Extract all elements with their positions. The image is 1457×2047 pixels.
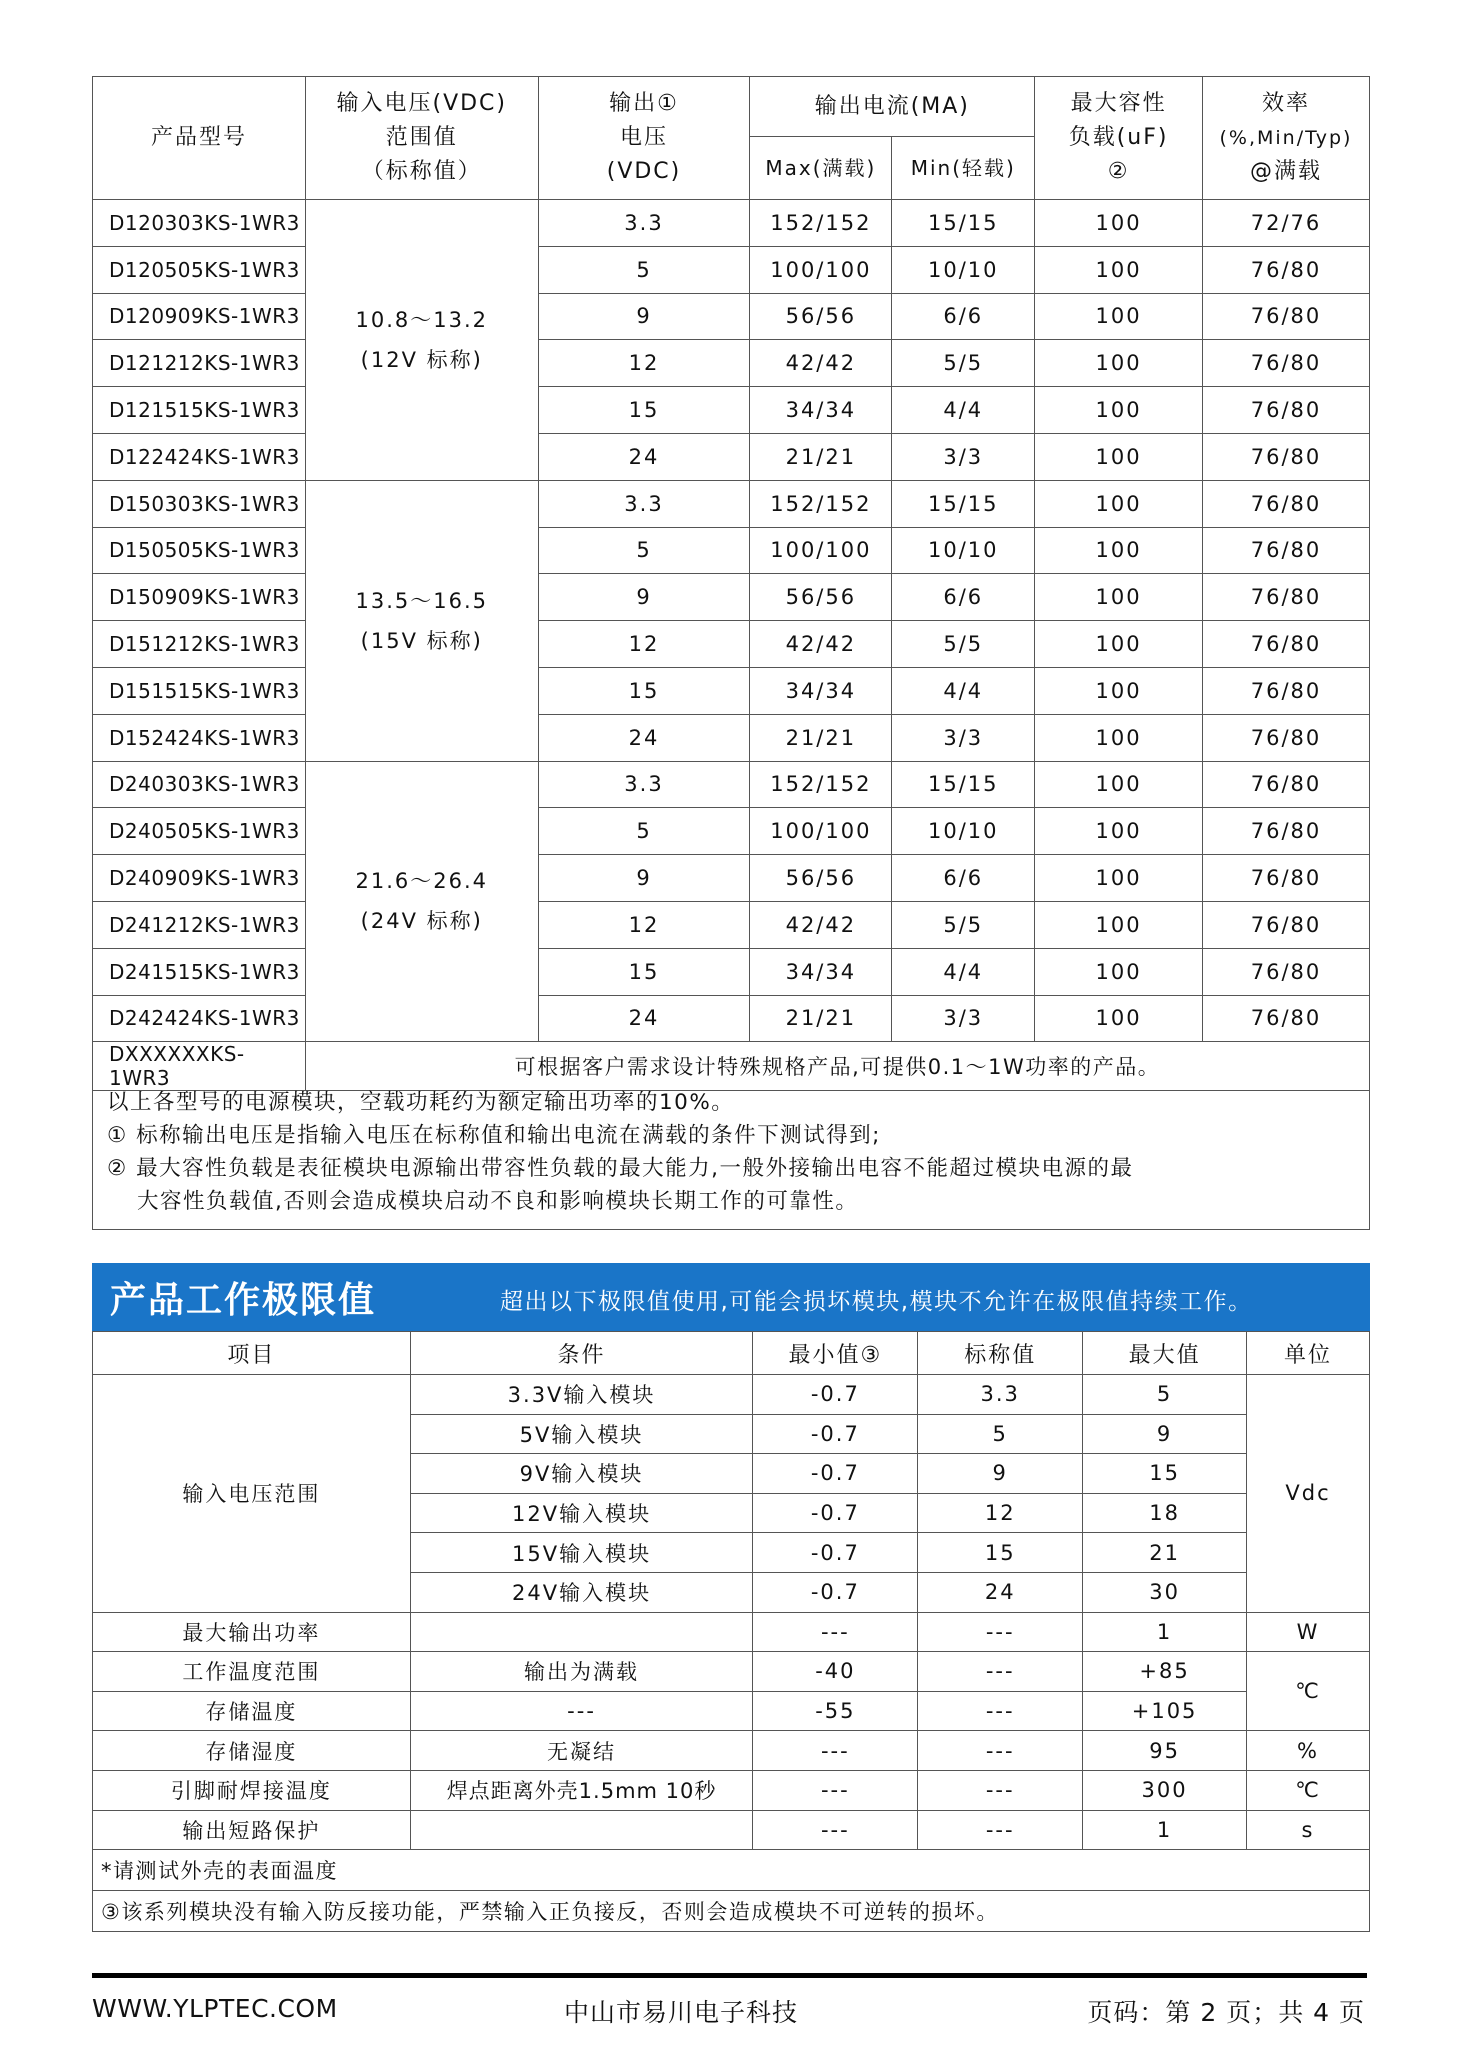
- output-voltage-cell: 5: [538, 246, 750, 293]
- current-min-cell: 15/15: [892, 480, 1035, 527]
- limits-condition: 9V输入模块: [410, 1454, 753, 1494]
- limits-nominal: 12: [918, 1493, 1083, 1533]
- custom-note: 可根据客户需求设计特殊规格产品,可提供0.1～1W功率的产品。: [305, 1042, 1369, 1091]
- current-min-cell: 3/3: [892, 995, 1035, 1042]
- solder-condition: 焊点距离外壳1.5mm 10秒: [410, 1770, 753, 1810]
- storage-temp-nominal: ---: [918, 1691, 1083, 1731]
- current-max-cell: 56/56: [750, 574, 892, 621]
- limits-title: 产品工作极限值: [110, 1280, 377, 1321]
- spec-row: [93, 387, 1370, 434]
- efficiency-cell: 76/80: [1202, 901, 1369, 948]
- header-max-cap-line1: 最大容性: [1070, 91, 1167, 116]
- storage-temp-row: [93, 1691, 1370, 1731]
- notes-block: [92, 1078, 1370, 1230]
- note-standby: 以上各型号的电源模块，空载功耗约为额定输出功率的10%。: [107, 1090, 735, 1115]
- limits-row: [93, 1375, 1370, 1415]
- power-max: 1: [1083, 1612, 1247, 1652]
- model-cell: D120303KS-1WR3: [93, 200, 306, 247]
- model-cell: D150505KS-1WR3: [93, 527, 306, 574]
- input-range-nominal: (12V 标称): [360, 347, 483, 372]
- spec-row: [93, 621, 1370, 668]
- solder-nominal: ---: [918, 1770, 1083, 1810]
- header-model: 产品型号: [93, 77, 306, 200]
- spec-row: [93, 293, 1370, 340]
- header-input-voltage-line2: 范围值: [385, 125, 458, 150]
- model-cell: D121515KS-1WR3: [93, 387, 306, 434]
- efficiency-cell: 76/80: [1202, 855, 1369, 902]
- footer-page-number: 页码：第 2 页；共 4 页: [1087, 1998, 1365, 2027]
- current-min-cell: 3/3: [892, 714, 1035, 761]
- header-input-voltage: [305, 77, 538, 200]
- limits-header-max: 最大值: [1083, 1332, 1247, 1375]
- input-range-item: 输入电压范围: [93, 1375, 411, 1613]
- op-temp-nominal: ---: [918, 1652, 1083, 1692]
- output-voltage-cell: 15: [538, 948, 750, 995]
- output-voltage-cell: 9: [538, 574, 750, 621]
- spec-row: [93, 480, 1370, 527]
- humidity-condition: 无凝结: [410, 1731, 753, 1771]
- model-cell: D150303KS-1WR3: [93, 480, 306, 527]
- limits-nominal: 9: [918, 1454, 1083, 1494]
- limits-max: 15: [1083, 1454, 1247, 1494]
- custom-model: DXXXXXXKS-1WR3: [93, 1042, 306, 1091]
- limits-description: 超出以下极限值使用,可能会损坏模块,模块不允许在极限值持续工作。: [500, 1289, 1253, 1315]
- spec-row: [93, 246, 1370, 293]
- model-cell: D122424KS-1WR3: [93, 433, 306, 480]
- model-cell: D121212KS-1WR3: [93, 340, 306, 387]
- current-min-cell: 3/3: [892, 433, 1035, 480]
- efficiency-cell: 76/80: [1202, 574, 1369, 621]
- header-current-max: Max(满载): [750, 137, 892, 200]
- max-cap-cell: 100: [1035, 433, 1203, 480]
- output-voltage-cell: 3.3: [538, 761, 750, 808]
- max-cap-cell: 100: [1035, 621, 1203, 668]
- max-cap-cell: 100: [1035, 808, 1203, 855]
- efficiency-cell: 76/80: [1202, 480, 1369, 527]
- model-cell: D120505KS-1WR3: [93, 246, 306, 293]
- power-nominal: ---: [918, 1612, 1083, 1652]
- short-nominal: ---: [918, 1810, 1083, 1850]
- limits-min: -0.7: [753, 1375, 918, 1415]
- max-cap-cell: 100: [1035, 200, 1203, 247]
- current-max-cell: 100/100: [750, 527, 892, 574]
- humidity-unit: %: [1247, 1731, 1370, 1771]
- efficiency-cell: 76/80: [1202, 387, 1369, 434]
- efficiency-cell: 76/80: [1202, 433, 1369, 480]
- spec-row: [93, 667, 1370, 714]
- efficiency-cell: 76/80: [1202, 621, 1369, 668]
- output-voltage-cell: 15: [538, 387, 750, 434]
- limits-header-min: 最小值③: [753, 1332, 918, 1375]
- output-voltage-cell: 12: [538, 901, 750, 948]
- storage-temp-min: -55: [753, 1691, 918, 1731]
- model-cell: D240303KS-1WR3: [93, 761, 306, 808]
- solder-row: [93, 1770, 1370, 1810]
- limits-header-nominal: 标称值: [918, 1332, 1083, 1375]
- limits-min: -0.7: [753, 1572, 918, 1612]
- op-temp-condition: 输出为满载: [410, 1652, 753, 1692]
- spec-row: [93, 995, 1370, 1042]
- current-min-cell: 6/6: [892, 293, 1035, 340]
- current-min-cell: 10/10: [892, 527, 1035, 574]
- output-voltage-cell: 9: [538, 855, 750, 902]
- max-cap-cell: 100: [1035, 761, 1203, 808]
- header-output-voltage-line1: 输出①: [609, 91, 679, 116]
- limits-table: [92, 1331, 1370, 1932]
- limits-max: 21: [1083, 1533, 1247, 1573]
- header-efficiency: [1202, 77, 1369, 200]
- limits-min: -0.7: [753, 1493, 918, 1533]
- current-min-cell: 15/15: [892, 200, 1035, 247]
- efficiency-cell: 76/80: [1202, 246, 1369, 293]
- max-cap-cell: 100: [1035, 246, 1203, 293]
- current-max-cell: 42/42: [750, 340, 892, 387]
- spec-row: [93, 761, 1370, 808]
- spec-row: [93, 200, 1370, 247]
- humidity-max: 95: [1083, 1731, 1247, 1771]
- humidity-min: ---: [753, 1731, 918, 1771]
- output-voltage-cell: 24: [538, 433, 750, 480]
- op-temp-row: [93, 1652, 1370, 1692]
- op-temp-item: 工作温度范围: [93, 1652, 411, 1692]
- op-temp-max: +85: [1083, 1652, 1247, 1692]
- spec-row: [93, 855, 1370, 902]
- spec-row: [93, 948, 1370, 995]
- spec-table: [92, 76, 1370, 1091]
- efficiency-cell: 76/80: [1202, 667, 1369, 714]
- current-max-cell: 21/21: [750, 714, 892, 761]
- temp-unit: ℃: [1247, 1652, 1370, 1731]
- output-voltage-cell: 12: [538, 621, 750, 668]
- max-cap-cell: 100: [1035, 714, 1203, 761]
- input-range-value: 13.5～16.5: [355, 588, 489, 613]
- limits-max: 9: [1083, 1414, 1247, 1454]
- limits-min: -0.7: [753, 1414, 918, 1454]
- storage-temp-item: 存储温度: [93, 1691, 411, 1731]
- model-cell: D240909KS-1WR3: [93, 855, 306, 902]
- limits-condition: 24V输入模块: [410, 1572, 753, 1612]
- spec-row: [93, 340, 1370, 387]
- footer-rule: [92, 1973, 1367, 1978]
- short-unit: s: [1247, 1810, 1370, 1850]
- model-cell: D151515KS-1WR3: [93, 667, 306, 714]
- current-max-cell: 34/34: [750, 387, 892, 434]
- header-max-cap-line3: ②: [1107, 159, 1130, 184]
- limits-nominal: 15: [918, 1533, 1083, 1573]
- note-2: ② 最大容性负载是表征模块电源输出带容性负载的最大能力,一般外接输出电容不能超过模块电源的最: [107, 1156, 1134, 1181]
- max-cap-cell: 100: [1035, 480, 1203, 527]
- output-voltage-cell: 15: [538, 667, 750, 714]
- efficiency-cell: 76/80: [1202, 948, 1369, 995]
- limits-condition: 3.3V输入模块: [410, 1375, 753, 1415]
- header-efficiency-line1: 效率: [1261, 91, 1310, 116]
- power-unit: W: [1247, 1612, 1370, 1652]
- efficiency-cell: 76/80: [1202, 714, 1369, 761]
- current-max-cell: 21/21: [750, 995, 892, 1042]
- limits-max: 5: [1083, 1375, 1247, 1415]
- limits-header-unit: 单位: [1247, 1332, 1370, 1375]
- spec-row: [93, 433, 1370, 480]
- header-current-min: Min(轻载): [892, 137, 1035, 200]
- header-input-voltage-line3: （标称值）: [361, 159, 482, 184]
- header-max-cap-line2: 负载(uF): [1068, 125, 1169, 150]
- limits-min: -0.7: [753, 1533, 918, 1573]
- short-row: [93, 1810, 1370, 1850]
- current-min-cell: 4/4: [892, 667, 1035, 714]
- efficiency-cell: 76/80: [1202, 293, 1369, 340]
- header-output-voltage-line2: 电压: [620, 125, 669, 150]
- power-item: 最大输出功率: [93, 1612, 411, 1652]
- header-output-current: 输出电流(MA): [750, 77, 1035, 137]
- current-min-cell: 6/6: [892, 855, 1035, 902]
- model-cell: D152424KS-1WR3: [93, 714, 306, 761]
- max-cap-cell: 100: [1035, 293, 1203, 340]
- max-cap-cell: 100: [1035, 667, 1203, 714]
- limits-nominal: 3.3: [918, 1375, 1083, 1415]
- limits-min: -0.7: [753, 1454, 918, 1494]
- current-max-cell: 100/100: [750, 246, 892, 293]
- max-cap-cell: 100: [1035, 340, 1203, 387]
- input-range-cell: [305, 761, 538, 1042]
- current-min-cell: 6/6: [892, 574, 1035, 621]
- model-cell: D241212KS-1WR3: [93, 901, 306, 948]
- current-max-cell: 152/152: [750, 761, 892, 808]
- footer-website: WWW.YLPTEC.COM: [92, 1994, 338, 2023]
- max-cap-cell: 100: [1035, 995, 1203, 1042]
- model-cell: D242424KS-1WR3: [93, 995, 306, 1042]
- model-cell: D241515KS-1WR3: [93, 948, 306, 995]
- model-cell: D240505KS-1WR3: [93, 808, 306, 855]
- input-range-value: 10.8～13.2: [355, 307, 489, 332]
- current-max-cell: 42/42: [750, 901, 892, 948]
- current-max-cell: 152/152: [750, 480, 892, 527]
- humidity-nominal: ---: [918, 1731, 1083, 1771]
- header-input-voltage-line1: 输入电压(VDC): [336, 91, 508, 116]
- output-voltage-cell: 3.3: [538, 200, 750, 247]
- note-2-continued: 大容性负载值,否则会造成模块启动不良和影响模块长期工作的可靠性。: [137, 1189, 859, 1214]
- current-min-cell: 4/4: [892, 387, 1035, 434]
- limits-nominal: 5: [918, 1414, 1083, 1454]
- output-voltage-cell: 5: [538, 527, 750, 574]
- spec-row: [93, 808, 1370, 855]
- storage-temp-condition: ---: [410, 1691, 753, 1731]
- current-min-cell: 10/10: [892, 808, 1035, 855]
- efficiency-cell: 76/80: [1202, 761, 1369, 808]
- current-max-cell: 34/34: [750, 667, 892, 714]
- humidity-item: 存储湿度: [93, 1731, 411, 1771]
- current-max-cell: 100/100: [750, 808, 892, 855]
- short-min: ---: [753, 1810, 918, 1850]
- input-range-unit: Vdc: [1247, 1375, 1370, 1613]
- input-range-value: 21.6～26.4: [355, 869, 489, 894]
- current-max-cell: 56/56: [750, 293, 892, 340]
- max-cap-cell: 100: [1035, 948, 1203, 995]
- current-min-cell: 5/5: [892, 901, 1035, 948]
- header-output-voltage-line3: (VDC): [606, 159, 682, 184]
- max-cap-cell: 100: [1035, 855, 1203, 902]
- output-voltage-cell: 3.3: [538, 480, 750, 527]
- limits-condition: 5V输入模块: [410, 1414, 753, 1454]
- limits-max: 30: [1083, 1572, 1247, 1612]
- current-max-cell: 152/152: [750, 200, 892, 247]
- current-min-cell: 5/5: [892, 621, 1035, 668]
- model-cell: D150909KS-1WR3: [93, 574, 306, 621]
- output-voltage-cell: 24: [538, 714, 750, 761]
- footer-company: 中山市易川电子科技: [564, 1998, 799, 2027]
- limits-max: 18: [1083, 1493, 1247, 1533]
- solder-unit: ℃: [1247, 1770, 1370, 1810]
- max-cap-cell: 100: [1035, 387, 1203, 434]
- model-cell: D151212KS-1WR3: [93, 621, 306, 668]
- spec-row: [93, 901, 1370, 948]
- input-range-nominal: (24V 标称): [360, 909, 483, 934]
- efficiency-cell: 76/80: [1202, 808, 1369, 855]
- output-voltage-cell: 9: [538, 293, 750, 340]
- spec-row: [93, 714, 1370, 761]
- storage-temp-max: +105: [1083, 1691, 1247, 1731]
- current-max-cell: 21/21: [750, 433, 892, 480]
- input-range-nominal: (15V 标称): [360, 628, 483, 653]
- input-range-cell: [305, 480, 538, 761]
- current-max-cell: 34/34: [750, 948, 892, 995]
- current-max-cell: 42/42: [750, 621, 892, 668]
- short-condition: [410, 1810, 753, 1850]
- short-max: 1: [1083, 1810, 1247, 1850]
- current-min-cell: 4/4: [892, 948, 1035, 995]
- header-efficiency-line2: (%,Min/Typ): [1219, 127, 1353, 149]
- humidity-row: [93, 1731, 1370, 1771]
- limits-footnote-reverse: ③该系列模块没有输入防反接功能，严禁输入正负接反，否则会造成模块不可逆转的损坏。: [93, 1891, 1370, 1932]
- limits-header-item: 项目: [93, 1332, 411, 1375]
- header-output-voltage: [538, 77, 750, 200]
- max-cap-cell: 100: [1035, 527, 1203, 574]
- limits-nominal: 24: [918, 1572, 1083, 1612]
- max-cap-cell: 100: [1035, 574, 1203, 621]
- current-min-cell: 5/5: [892, 340, 1035, 387]
- power-row: [93, 1612, 1370, 1652]
- current-min-cell: 15/15: [892, 761, 1035, 808]
- note-1: ① 标称输出电压是指输入电压在标称值和输出电流在满载的条件下测试得到;: [107, 1123, 881, 1148]
- output-voltage-cell: 5: [538, 808, 750, 855]
- current-min-cell: 10/10: [892, 246, 1035, 293]
- op-temp-min: -40: [753, 1652, 918, 1692]
- solder-max: 300: [1083, 1770, 1247, 1810]
- output-voltage-cell: 12: [538, 340, 750, 387]
- max-cap-cell: 100: [1035, 901, 1203, 948]
- efficiency-cell: 76/80: [1202, 340, 1369, 387]
- spec-row: [93, 574, 1370, 621]
- input-range-cell: [305, 200, 538, 481]
- current-max-cell: 56/56: [750, 855, 892, 902]
- efficiency-cell: 76/80: [1202, 527, 1369, 574]
- efficiency-cell: 72/76: [1202, 200, 1369, 247]
- spec-table-body: [93, 200, 1370, 1042]
- solder-min: ---: [753, 1770, 918, 1810]
- model-cell: D120909KS-1WR3: [93, 293, 306, 340]
- short-item: 输出短路保护: [93, 1810, 411, 1850]
- header-max-cap: [1035, 77, 1203, 200]
- power-condition: [410, 1612, 753, 1652]
- solder-item: 引脚耐焊接温度: [93, 1770, 411, 1810]
- header-efficiency-line3: @满载: [1249, 159, 1322, 184]
- limits-footnote-temp: *请测试外壳的表面温度: [93, 1850, 1370, 1891]
- spec-row: [93, 527, 1370, 574]
- power-min: ---: [753, 1612, 918, 1652]
- limits-condition: 15V输入模块: [410, 1533, 753, 1573]
- limits-banner: [92, 1263, 1370, 1331]
- efficiency-cell: 76/80: [1202, 995, 1369, 1042]
- output-voltage-cell: 24: [538, 995, 750, 1042]
- limits-header-condition: 条件: [410, 1332, 753, 1375]
- limits-condition: 12V输入模块: [410, 1493, 753, 1533]
